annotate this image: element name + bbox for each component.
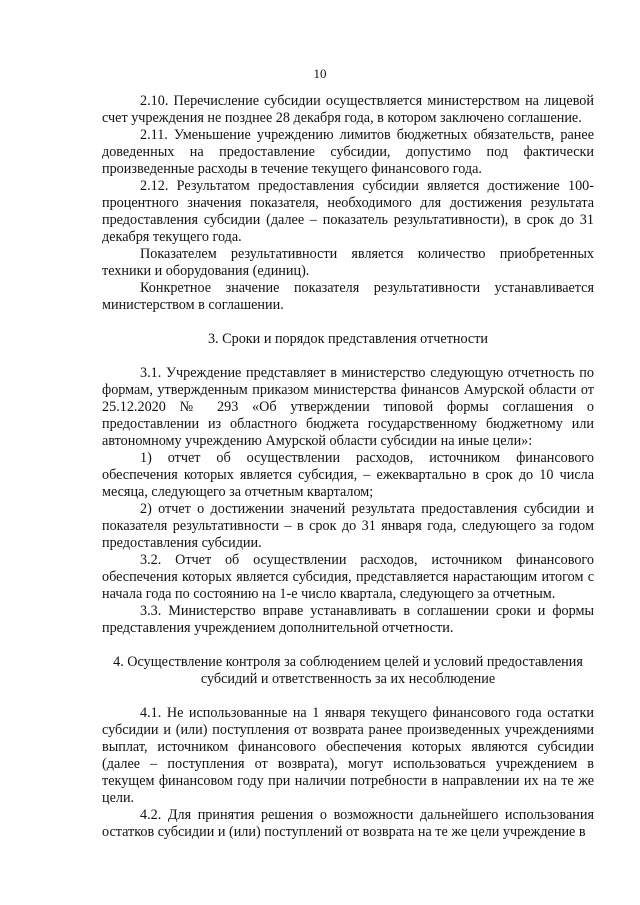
paragraph-2-11: 2.11. Уменьшение учреждению лимитов бюджетных обязательств, ранее доведенных на предоставление субсидии, допустимо под фактически произведенные расходы в течение текущего финансового года. xyxy=(102,127,594,177)
paragraph-2-10: 2.10. Перечисление субсидии осуществляется министерством на лицевой счет учреждения не позднее 28 декабря года, в котором заключено соглашение. xyxy=(102,93,594,126)
paragraph-3-1-item-2: 2) отчет о достижении значений результата предоставления субсидии и показателя результативности – в срок до 31 января года, следующего за годом предоставления субсидии. xyxy=(102,501,594,551)
paragraph-2-12: 2.12. Результатом предоставления субсидии является достижение 100-процентного значения показателя, необходимого для достижения результата предоставления субсидии (далее – показатель результативности), в срок до 31 декабря текущего года. xyxy=(102,178,594,245)
paragraph-4-1: 4.1. Не использованные на 1 января текущего финансового года остатки субсидии и (или) поступления от возврата ранее произведенных учреждениями выплат, источником финансового обеспечения которых являются субсидии (далее – поступления от возврата), могут использоваться учреждением в текущем финансовом году при наличии потребности в направлении их на те же цели. xyxy=(102,705,594,806)
paragraph-3-2: 3.2. Отчет об осуществлении расходов, источником финансового обеспечения которых является субсидия, представляется нарастающим итогом с начала года по состоянию на 1-е число квартала, следующего за отчетным. xyxy=(102,552,594,602)
paragraph-3-1: 3.1. Учреждение представляет в министерство следующую отчетность по формам, утвержденным приказом министерства финансов Амурской области от 25.12.2020 № 293 «Об утверждении типовой формы соглашения о предоставлении из областного бюджета государственному бюджетному или автономному учреждению Амурской области субсидии на иные цели»: xyxy=(102,365,594,449)
document-body xyxy=(102,93,594,841)
paragraph-3-3: 3.3. Министерство вправе устанавливать в соглашении сроки и формы представления учреждением дополнительной отчетности. xyxy=(102,603,594,636)
paragraph-4-2: 4.2. Для принятия решения о возможности дальнейшего использования остатков субсидии и (или) поступлений от возврата на те же цели учреждение в xyxy=(102,807,594,840)
section-4-heading-line1: 4. Осуществление контроля за соблюдением целей и условий предоставления xyxy=(113,654,583,670)
page-number: 10 xyxy=(313,66,327,81)
paragraph-indicator: Показателем результативности является количество приобретенных техники и оборудования (единиц). xyxy=(102,246,594,279)
paragraph-indicator-value: Конкретное значение показателя результативности устанавливается министерством в соглашении. xyxy=(102,280,594,313)
paragraph-3-1-item-1: 1) отчет об осуществлении расходов, источником финансового обеспечения которых является субсидия, – ежеквартально в срок до 10 числа месяца, следующего за отчетным кварталом; xyxy=(102,450,594,500)
section-3-heading: 3. Сроки и порядок представления отчетности xyxy=(207,331,489,347)
section-4-heading-line2: субсидий и ответственность за их несоблюдение xyxy=(200,671,496,687)
